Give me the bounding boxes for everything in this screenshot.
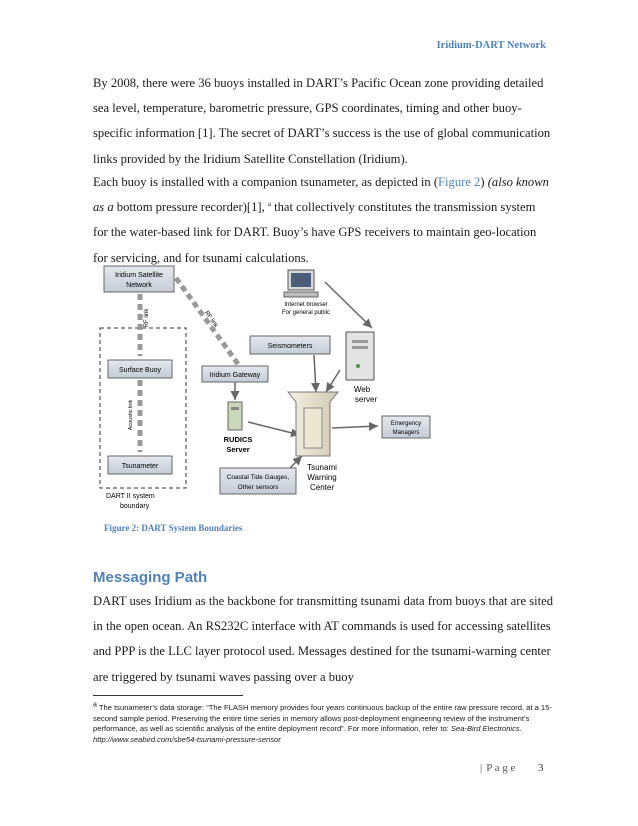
text-segment: ) [480, 175, 488, 189]
footnote [93, 703, 553, 745]
web-server-icon [346, 332, 374, 380]
web-server-label: server [354, 395, 378, 404]
iridium-network-label: Network [126, 282, 152, 289]
coastal-gauges-label: Other sensors [237, 484, 279, 491]
dart-boundary-label: boundary [120, 503, 150, 510]
emergency-managers-label: Managers [392, 430, 420, 436]
iridium-network-label: Iridium Satellite [115, 272, 163, 279]
paragraph-messaging-path: DART uses Iridium as the backbone for transmitting tsunami data from buoys that are sited in the open ocean. An RS232C interface with AT commands is used for accessing satellites and PPP is the LLC layer protocol used. Messages destined for the tsunami-warning center are triggered by tsunami waves passing over a buoy [93, 594, 553, 684]
surface-buoy-label: Surface Buoy [118, 367, 162, 374]
rudics-server-icon [228, 402, 242, 430]
internet-browser-label: For general public [281, 310, 331, 316]
footer-bar: | [480, 762, 483, 774]
dart-boundary-label: DART II system [106, 493, 155, 500]
warning-center-label: Tsunami [307, 463, 337, 472]
figure-2-link[interactable]: Figure 2 [438, 175, 481, 189]
page-number: 3 [538, 762, 544, 774]
footnote-mark: a [93, 701, 97, 709]
footnote-source[interactable]: Sea-Bird Electronics. http://www.seabird.com/sbe54-tsunami-pressure-sensor [93, 724, 522, 744]
section-heading: Messaging Path [93, 569, 208, 586]
rudics-label: RUDICS [223, 435, 253, 444]
seismometers-label: Seismometers [267, 343, 313, 350]
footnote-text: The tsunameter’s data storage: “The FLASH memory provides four years continuous backup of the entire raw pressure record, at a 15-second sample period. Preserving the entire time series in memory allows post-deployment engineering review of the instrument’s performance, as well as scientific analysis of the entire deployment record”. For more information, refer to: [93, 703, 552, 734]
text-segment: bottom pressure recorder)[1], [113, 200, 268, 215]
iridium-gateway-label: Iridium Gateway [209, 372, 261, 379]
dart-system-diagram [90, 260, 490, 515]
rf-link-label: RF link [144, 308, 150, 328]
italic-segment: (also known as a [93, 175, 549, 215]
warning-center-label: Warning [307, 473, 337, 482]
figure-caption: Figure 2: DART System Boundaries [104, 523, 243, 533]
text-segment: Each buoy is installed with a companion tsunameter, as depicted in ( [93, 175, 439, 189]
running-header: Iridium-DART Network [436, 40, 546, 51]
coastal-gauges-label: Coastal Tide Gauges, [226, 474, 290, 481]
footnote-reference[interactable]: a [267, 200, 271, 209]
footer-label: P a g e [486, 762, 516, 774]
footnote-divider [93, 695, 243, 696]
paragraph-intro: By 2008, there were 36 buoys installed in DART’s Pacific Ocean zone providing detailed sea level, temperature, barometric pressure, GPS coordinates, timing and other buoy-specific information [1]. The secret of DART’s success is the use of global communication links provided by the Iridium Satellite Constellation (Iridium). [93, 76, 551, 166]
text-segment: that collectively constitutes the transmission system for the water-based link for DART. Buoy’s have GPS receivers to maintain geo-location for servicing, and for tsunami calculations. [93, 200, 537, 265]
tsunameter-label: Tsunameter [121, 463, 159, 470]
emergency-managers-label: Emergency [390, 421, 422, 427]
web-server-label: Web [353, 385, 371, 394]
internet-browser-label: Internet browser [284, 302, 328, 308]
paragraph-tsunameter [93, 170, 553, 271]
page-footer [480, 762, 544, 774]
rf-link-label: RF link [203, 310, 219, 329]
acoustic-link-label: Acoustic link [128, 399, 134, 431]
rudics-label: Server [226, 445, 250, 454]
warning-center-label: Center [309, 483, 335, 492]
